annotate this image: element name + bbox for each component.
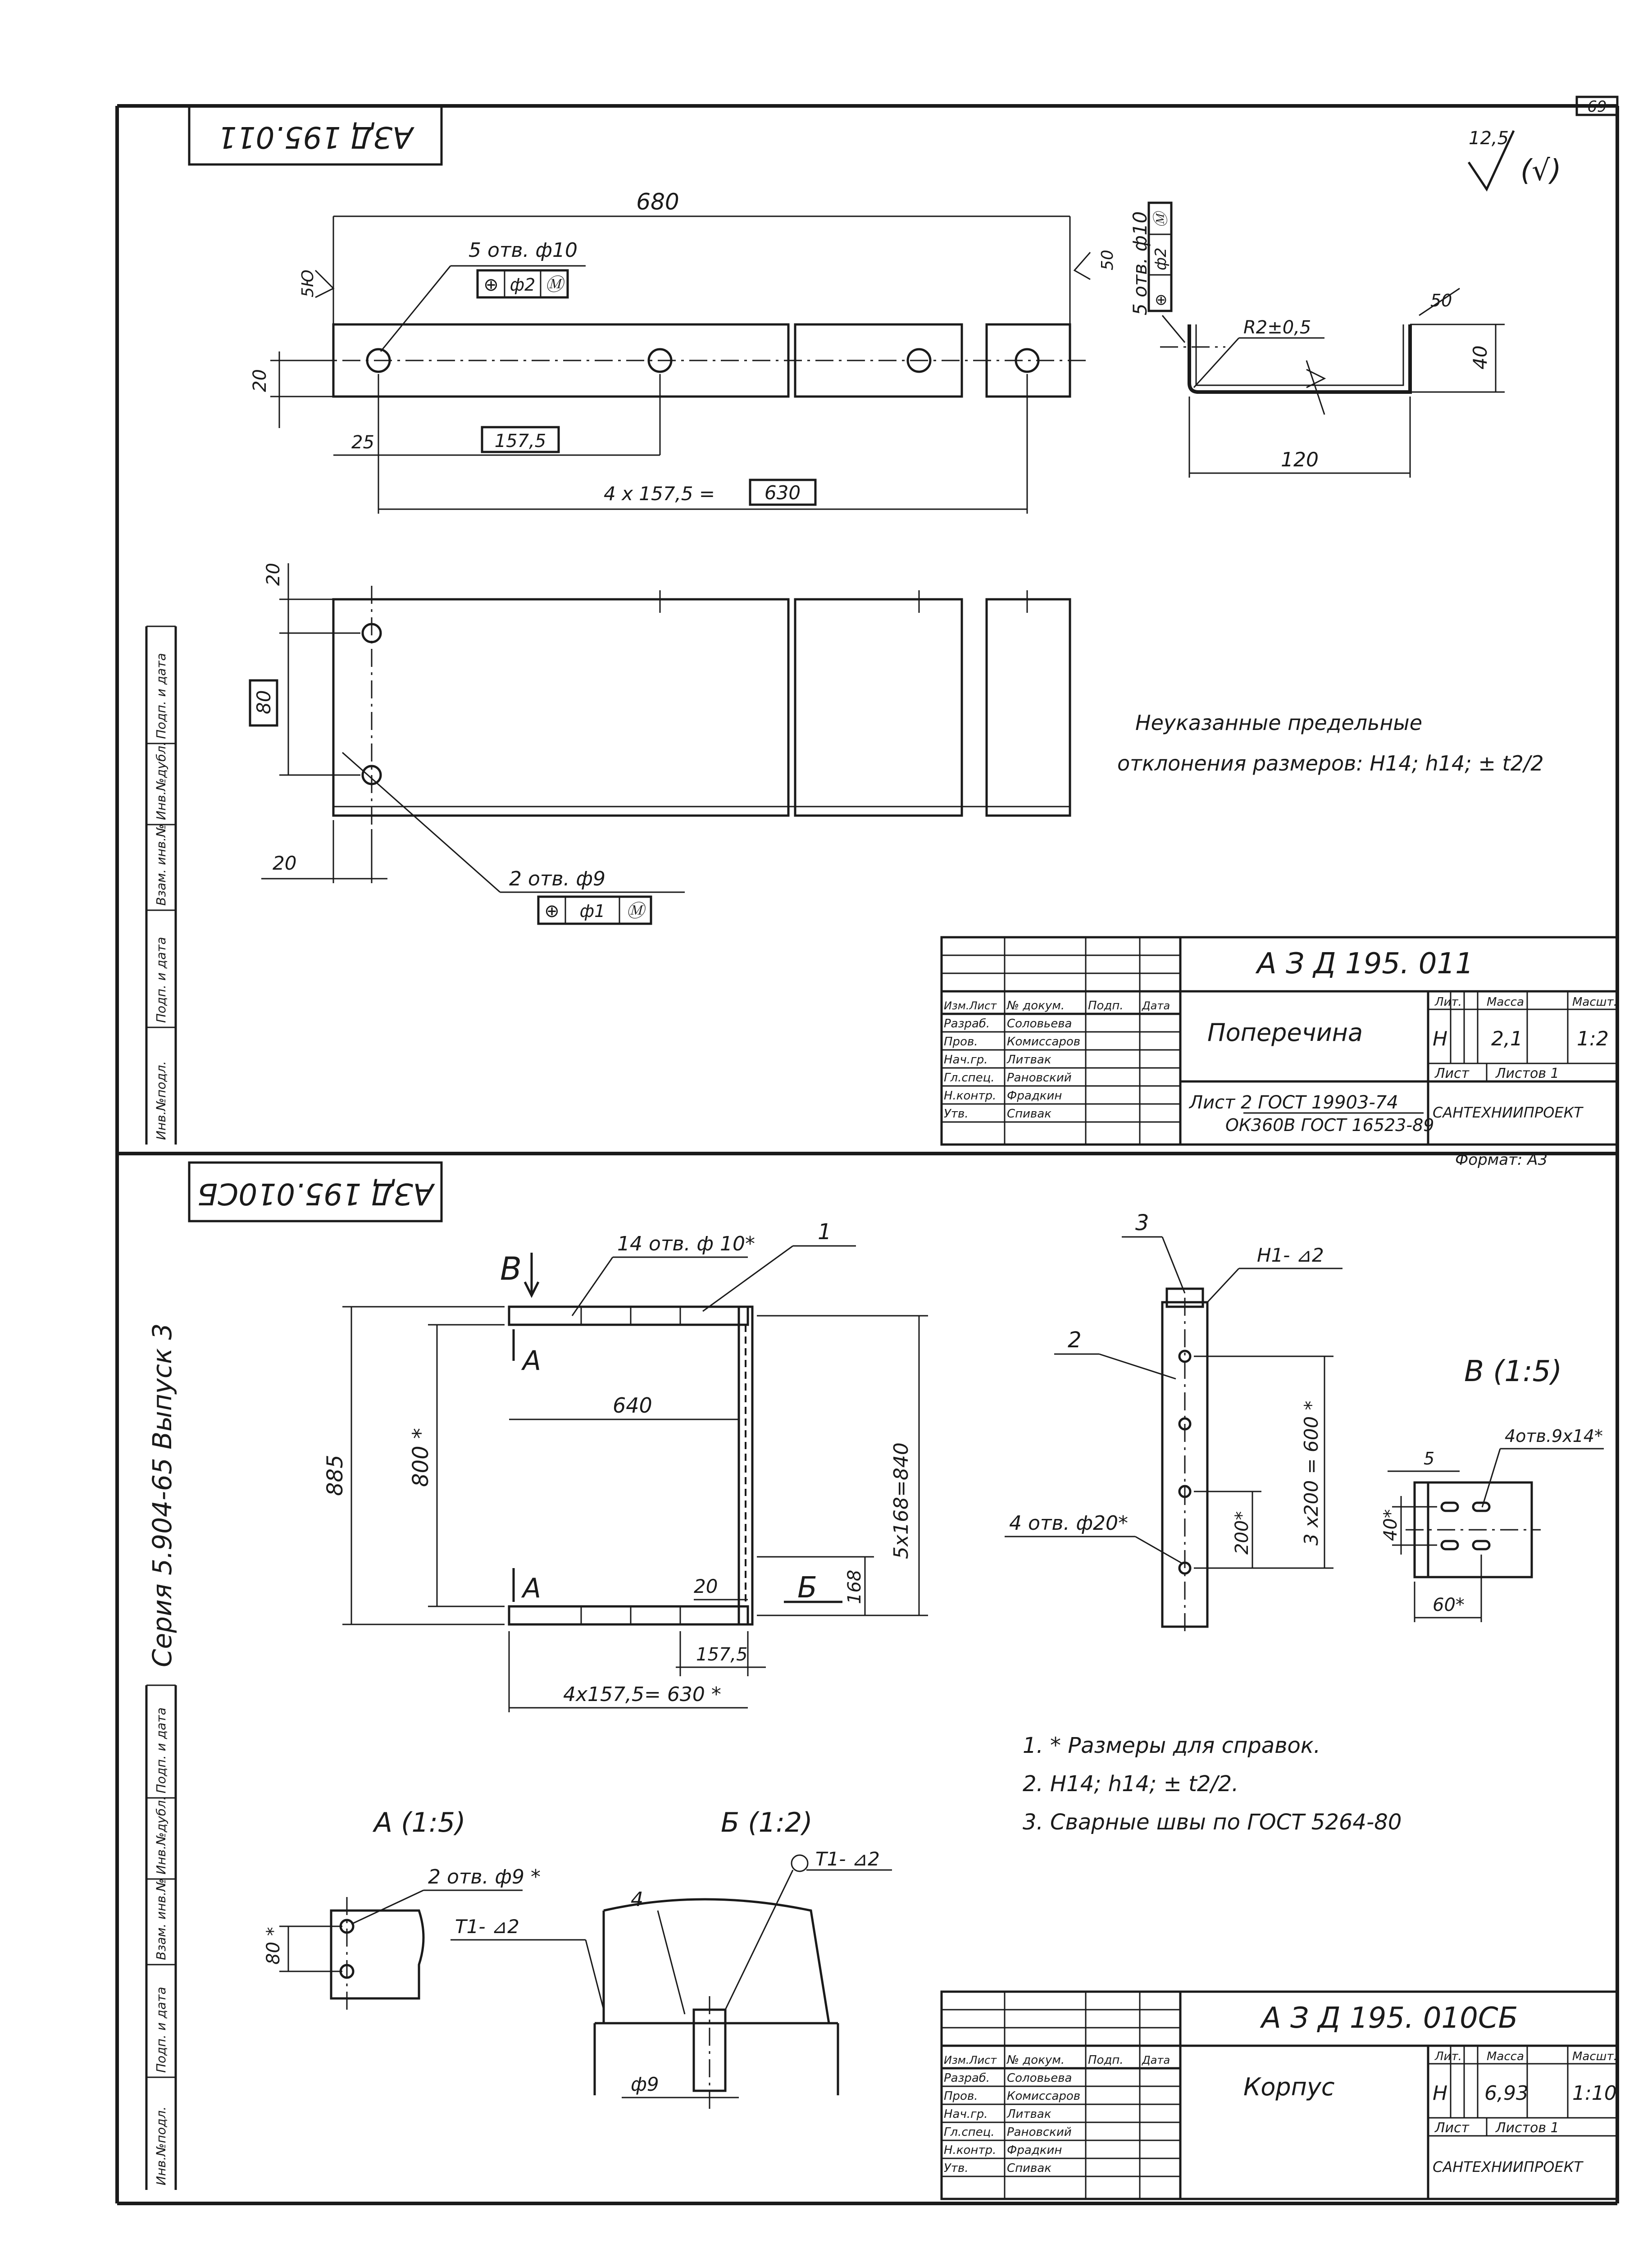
dim-total-main: 4х157,5= 630 * [563, 1683, 721, 1706]
sheet2-note-2: 2. Н14; h14; ± t2/2. [1023, 1771, 1239, 1797]
svg-text:Соловьева: Соловьева [1007, 1017, 1072, 1031]
side-stamp [146, 626, 177, 2190]
sheet2-org: САНТЕХНИИПРОЕКТ [1433, 2158, 1583, 2175]
svg-text:Листов 1: Листов 1 [1496, 1066, 1559, 1081]
dim-157-5: 157,5 [494, 431, 546, 452]
strip-bottom-mid [795, 599, 962, 816]
pos-4: 4 [631, 1888, 643, 1911]
sheet1-note-2: отклонения размеров: Н14; h14; ± t2/2 [1117, 751, 1544, 775]
svg-text:ф2: ф2 [510, 275, 536, 295]
holes-note-top: 5 отв. ф10 [469, 239, 578, 262]
view-Bsec-weld-right: Т1- ⊿2 [815, 1848, 880, 1870]
side-cell-1: Подп. и дата [154, 653, 168, 739]
svg-text:Литвак: Литвак [1007, 2107, 1051, 2121]
side-cell-8: Взам. инв.№ [154, 1878, 168, 1960]
view-B-slots-note: 4отв.9х14* [1505, 1426, 1603, 1446]
svg-text:№ докум.: № докум. [1007, 2053, 1065, 2067]
dim-20-main: 20 [694, 1575, 718, 1597]
sheet2-scale: 1:10 [1572, 2082, 1617, 2105]
view-Bsec-dim-9: ф9 [631, 2073, 659, 2095]
dim-5x168: 5х168=840 [890, 1442, 913, 1559]
weld-left-top: 5Ю [299, 269, 317, 297]
svg-text:Масшт.: Масшт. [1572, 995, 1617, 1009]
svg-text:Изм.Лист: Изм.Лист [944, 999, 997, 1012]
svg-text:Ⓜ: Ⓜ [1152, 212, 1170, 228]
svg-text:Лист: Лист [1435, 2120, 1470, 2136]
view-B-detail [1380, 1355, 1604, 1622]
main-holes-note: 14 отв. ф 10* [617, 1232, 755, 1255]
sheet1-title-block [942, 937, 1617, 1169]
view-A-title: А (1:5) [374, 1807, 466, 1838]
view-A-holes-note: 2 отв. ф9 * [428, 1865, 541, 1888]
svg-text:Подп.: Подп. [1088, 999, 1124, 1012]
svg-text:Ⓜ: Ⓜ [626, 901, 644, 921]
svg-text:Масса: Масса [1487, 2050, 1524, 2063]
strip-bottom-right [987, 599, 1070, 816]
series-label: Серия 5.904-65 Выпуск 3 [147, 1323, 177, 1667]
svg-text:Подп.: Подп. [1088, 2053, 1124, 2067]
view-A-dim-80: 80 * [263, 1927, 284, 1965]
svg-text:Нач.гр.: Нач.гр. [944, 2107, 988, 2121]
bottom-holes-note: 2 отв. ф9 [509, 867, 606, 890]
top-rail [509, 1307, 748, 1325]
strip-top-left [333, 324, 788, 397]
dim-20-top: 20 [250, 369, 270, 392]
weld-right-top: 50 [1098, 250, 1117, 270]
svg-text:Дата: Дата [1142, 2054, 1170, 2066]
section-B-mark: Б [797, 1571, 817, 1605]
side-cell-5: Инв.№подл. [154, 1061, 168, 1140]
sheet2-note-1: 1. * Размеры для справок. [1023, 1733, 1321, 1758]
sheet1-tb-name: Поперечина [1207, 1018, 1363, 1047]
sheet1-note-1: Неуказанные предельные [1135, 711, 1423, 735]
dim-3x200: 3 х200 = 600 * [1300, 1400, 1322, 1546]
dim-885: 885 [323, 1455, 348, 1496]
profile-holes-note: 5 отв. ф10 [1129, 211, 1151, 315]
sheet1-org: САНТЕХНИИПРОЕКТ [1433, 1104, 1583, 1121]
side-cell-9: Подп. и дата [154, 1987, 168, 2073]
sheet2 [189, 1163, 1617, 2199]
svg-text:Изм.Лист: Изм.Лист [944, 2054, 997, 2066]
view-B-section [451, 1807, 892, 2109]
pos-1: 1 [818, 1219, 832, 1245]
page-number: 69 [1587, 98, 1607, 116]
dim-640: 640 [613, 1393, 652, 1418]
svg-text:ф1: ф1 [579, 901, 605, 921]
side-weld: Н1- ⊿2 [1257, 1244, 1324, 1266]
view-B-title: В (1:5) [1464, 1355, 1562, 1388]
sheet2-title-block [942, 1992, 1617, 2199]
dim-200: 200* [1232, 1511, 1252, 1555]
roughness-mark: (√) [1520, 154, 1561, 187]
svg-text:⊕: ⊕ [1152, 293, 1170, 306]
svg-text:Листов 1: Листов 1 [1496, 2120, 1559, 2136]
section-A-bottom: А [523, 1573, 542, 1604]
svg-text:Разраб.: Разраб. [944, 2071, 990, 2085]
svg-text:Гл.спец.: Гл.спец. [944, 1071, 995, 1085]
svg-text:Масшт.: Масшт. [1572, 2050, 1617, 2063]
svg-text:Рановский: Рановский [1007, 2125, 1072, 2139]
svg-text:Ⓜ: Ⓜ [545, 274, 563, 295]
roughness-value: 12,5 [1469, 128, 1509, 149]
sheet2-tb-name: Корпус [1243, 2073, 1335, 2101]
side-cell-7: Инв.№дубл. [154, 1796, 168, 1874]
side-cell-10: Инв.№подл. [154, 2106, 168, 2185]
profile-dim-120: 120 [1281, 448, 1319, 471]
view-Bsec-weld-left: Т1- ⊿2 [455, 1916, 519, 1938]
dim-630: 630 [764, 482, 801, 504]
pos-2: 2 [1068, 1327, 1082, 1353]
view-B-dim-60: 60* [1433, 1595, 1465, 1615]
dim-168: 168 [844, 1569, 865, 1604]
svg-text:Разраб.: Разраб. [944, 1017, 990, 1031]
sheet2-tb-code: А З Д 195. 010СБ [1261, 2002, 1518, 2035]
svg-text:Лист: Лист [1435, 1066, 1470, 1081]
side-cell-3: Взам. инв.№ [154, 824, 168, 906]
dim-680: 680 [636, 189, 679, 215]
dim-total: 4 х 157,5 = [604, 483, 715, 505]
sheet1-scale: 1:2 [1577, 1027, 1609, 1050]
bottom-rail [509, 1606, 748, 1624]
bottom-view [250, 563, 1070, 924]
profile-section [1129, 203, 1505, 478]
svg-text:Фрадкин: Фрадкин [1007, 2144, 1062, 2157]
sheet1-tb-code: А З Д 195. 011 [1257, 947, 1474, 981]
dim-25: 25 [351, 432, 374, 453]
svg-text:№ докум.: № докум. [1007, 999, 1065, 1012]
sheet2-code-text: АЗД 195.010СБ [197, 1176, 434, 1211]
svg-text:Соловьева: Соловьева [1007, 2071, 1072, 2085]
bottom-dim-20-top: 20 [263, 563, 284, 586]
sheet1-code-text: АЗД 195.011 [218, 119, 413, 155]
profile-weld: 50 [1430, 291, 1452, 310]
strip-bottom-left [333, 599, 788, 816]
svg-text:Рановский: Рановский [1007, 1071, 1072, 1085]
side-view [1005, 1210, 1343, 1631]
svg-text:Н.контр.: Н.контр. [944, 2144, 997, 2157]
svg-text:Пров.: Пров. [944, 1035, 978, 1049]
svg-text:Гл.спец.: Гл.спец. [944, 2125, 995, 2139]
pos-3: 3 [1135, 1210, 1149, 1236]
sheet1-format: Формат: А3 [1455, 1151, 1548, 1169]
sheet2-note-3: 3. Сварные швы по ГОСТ 5264-80 [1023, 1810, 1402, 1835]
svg-text:Н.контр.: Н.контр. [944, 1089, 997, 1103]
view-Bsec-title: Б (1:2) [721, 1807, 813, 1838]
side-holes-note: 4 отв. ф20* [1009, 1512, 1129, 1535]
svg-text:Н: Н [1433, 2082, 1448, 2105]
sheet1 [189, 106, 1617, 1169]
profile-radius: R2±0,5 [1243, 317, 1311, 338]
view-A-detail [263, 1807, 541, 2010]
svg-text:Комиссаров: Комиссаров [1007, 2089, 1081, 2103]
svg-text:Спивак: Спивак [1007, 2162, 1052, 2175]
tol-frame-top [478, 270, 568, 297]
svg-text:Литвак: Литвак [1007, 1053, 1051, 1067]
view-A-plate [331, 1911, 423, 1998]
bottom-dim-20-left: 20 [273, 852, 297, 874]
profile-tol-frame [1149, 203, 1171, 311]
svg-text:ф2: ф2 [1152, 247, 1170, 270]
bottom-tol-frame [538, 897, 651, 924]
svg-text:Утв.: Утв. [944, 1107, 969, 1121]
view-mark-B: В [500, 1250, 522, 1287]
side-cell-4: Подп. и дата [154, 937, 168, 1023]
svg-text:Н: Н [1433, 1027, 1448, 1050]
side-cell-2: Инв.№дубл. [154, 742, 168, 820]
view-B-dim-40: 40* [1380, 1509, 1401, 1541]
svg-text:Спивак: Спивак [1007, 1107, 1052, 1121]
side-cell-6: Подп. и дата [154, 1707, 168, 1793]
sheet1-mass: 2,1 [1491, 1027, 1523, 1050]
svg-text:Лит.: Лит. [1435, 2050, 1462, 2063]
svg-text:Дата: Дата [1142, 999, 1170, 1012]
svg-text:Пров.: Пров. [944, 2089, 978, 2103]
svg-text:⊕: ⊕ [483, 274, 499, 295]
sheet1-material-2: ОК360В ГОСТ 16523-89 [1225, 1115, 1434, 1135]
view-B-dim-5: 5 [1424, 1449, 1435, 1469]
main-view [323, 1219, 928, 1712]
svg-text:Масса: Масса [1487, 995, 1524, 1009]
section-A-top: А [523, 1345, 542, 1377]
roughness-symbol [1469, 128, 1561, 189]
page-frame [117, 97, 1617, 2203]
svg-text:Лит.: Лит. [1435, 995, 1462, 1009]
sheet1-material-1: Лист 2 ГОСТ 19903-74 [1189, 1092, 1398, 1113]
sheet2-mass: 6,93 [1484, 2082, 1529, 2105]
dim-800: 800 * [408, 1428, 433, 1487]
svg-text:Утв.: Утв. [944, 2162, 969, 2175]
top-view [250, 189, 1117, 514]
svg-text:Комиссаров: Комиссаров [1007, 1035, 1081, 1049]
svg-text:⊕: ⊕ [544, 901, 560, 921]
profile-dim-40: 40 [1469, 345, 1491, 369]
svg-text:Фрадкин: Фрадкин [1007, 1089, 1062, 1103]
svg-text:Нач.гр.: Нач.гр. [944, 1053, 988, 1067]
dim-157-5-main: 157,5 [696, 1644, 748, 1665]
bottom-dim-80: 80 [253, 690, 275, 714]
